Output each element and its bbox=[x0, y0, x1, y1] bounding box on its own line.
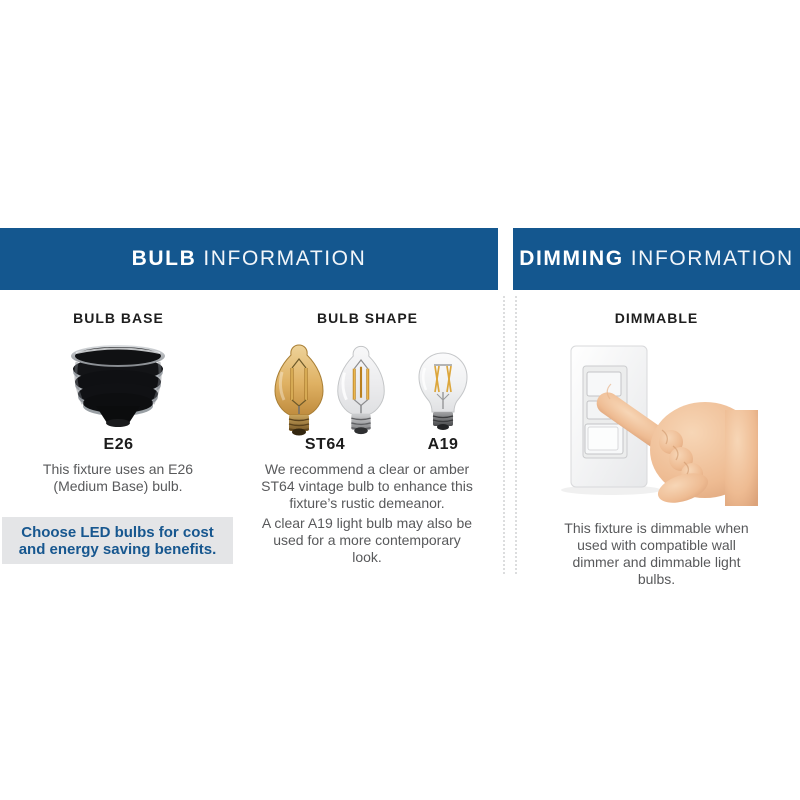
wall-dimmer-hand-illustration bbox=[553, 338, 758, 506]
bulb-base-description: This fixture uses an E26 (Medium Base) bulb. bbox=[42, 461, 194, 494]
dimmable-title: DIMMABLE bbox=[614, 310, 699, 326]
a19-label: A19 bbox=[427, 436, 459, 453]
bulb-base-title: BULB BASE bbox=[73, 310, 164, 326]
bulb-information-header bbox=[0, 228, 498, 290]
bulb-shape-description-1: We recommend a clear or amber ST64 vintage bulb to enhance this fixture’s rustic demeanor. bbox=[261, 461, 473, 511]
section-divider-left bbox=[503, 296, 505, 574]
dimming-information-header bbox=[513, 228, 800, 290]
led-tip-text: Choose LED bulbs for cost and energy saving benefits. bbox=[18, 523, 217, 558]
st64-amber-bulb-illustration bbox=[267, 342, 331, 438]
led-tip-box bbox=[2, 517, 233, 564]
dimming-header-regular-text: INFORMATION bbox=[630, 247, 794, 270]
e26-label: E26 bbox=[103, 436, 134, 453]
a19-clear-bulb-illustration bbox=[412, 351, 474, 433]
bulb-header-regular-text: INFORMATION bbox=[203, 247, 367, 270]
bulb-shape-title: BULB SHAPE bbox=[316, 310, 418, 326]
dimming-header-bold-text: DIMMING bbox=[519, 247, 624, 270]
bulb-header-bold-text: BULB bbox=[131, 247, 197, 270]
st64-clear-bulb-illustration bbox=[330, 342, 392, 438]
section-divider-right bbox=[515, 296, 517, 574]
dimming-description: This fixture is dimmable when used with compatible wall dimmer and dimmable light bulbs. bbox=[564, 520, 749, 587]
e26-base-illustration bbox=[56, 342, 180, 434]
bulb-shape-description-2: A clear A19 light bulb may also be used for a more contemporary look. bbox=[261, 515, 473, 565]
st64-label: ST64 bbox=[304, 436, 346, 453]
